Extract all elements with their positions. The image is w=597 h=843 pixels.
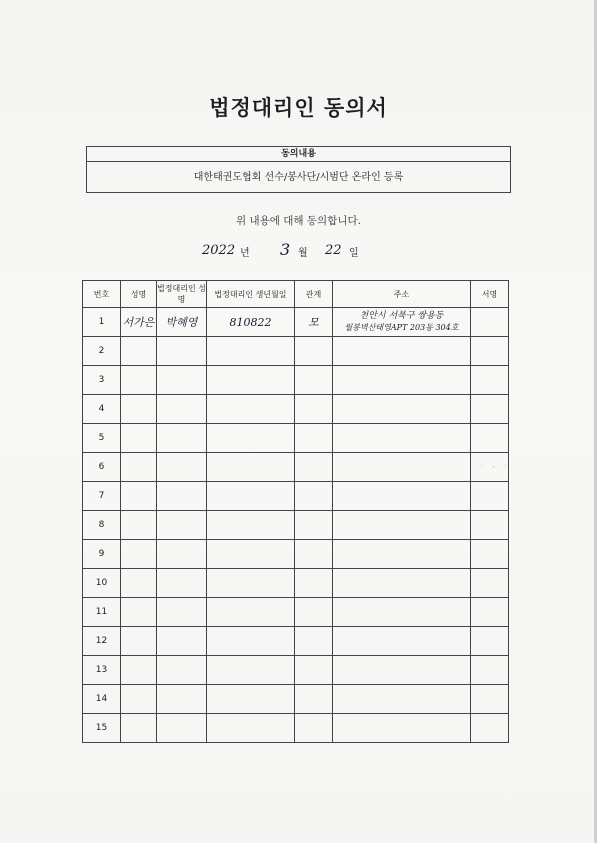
row-guardian-birth: [207, 569, 295, 598]
row-address: [333, 569, 471, 598]
row-name: [121, 511, 157, 540]
row-address: [333, 366, 471, 395]
row-guardian-birth: [207, 424, 295, 453]
date-day-label: 일: [349, 248, 359, 259]
row-name: 서가은: [121, 308, 157, 337]
row-address: [333, 656, 471, 685]
header-name: 성명: [121, 281, 157, 308]
row-signature: [471, 540, 509, 569]
row-name: [121, 656, 157, 685]
consent-content-box: [86, 146, 511, 193]
row-address: [333, 453, 471, 482]
row-guardian-name: [157, 569, 207, 598]
table-row: [83, 337, 509, 366]
row-guardian-birth: [207, 540, 295, 569]
table-row: [83, 366, 509, 395]
row-address: [333, 424, 471, 453]
row-guardian-name: [157, 337, 207, 366]
row-num: 5: [83, 424, 121, 453]
row-guardian-birth: [207, 366, 295, 395]
row-guardian-name: [157, 511, 207, 540]
row-address: [333, 511, 471, 540]
row-address-line2: 월봉벽산태영APT 203동 304호: [344, 323, 459, 332]
row-guardian-name: [157, 424, 207, 453]
table-row: [83, 424, 509, 453]
row-name: [121, 482, 157, 511]
row-relation: [295, 453, 333, 482]
row-guardian-name: 박혜영: [157, 308, 207, 337]
row-guardian-birth: [207, 714, 295, 743]
row-address: [333, 685, 471, 714]
table-row: [83, 453, 509, 482]
table-row: [83, 627, 509, 656]
date-month-label: 월: [298, 248, 308, 259]
row-name: [121, 685, 157, 714]
row-guardian-birth: 810822: [207, 308, 295, 337]
row-guardian-birth: [207, 395, 295, 424]
row-relation: [295, 366, 333, 395]
row-name: [121, 540, 157, 569]
row-signature: [471, 511, 509, 540]
row-num: 6: [83, 453, 121, 482]
date-day: 22: [325, 243, 342, 258]
row-guardian-name: [157, 656, 207, 685]
table-header-row: [83, 281, 509, 308]
row-signature: [471, 569, 509, 598]
row-relation: [295, 424, 333, 453]
table-row: [83, 598, 509, 627]
row-num: 15: [83, 714, 121, 743]
consent-content-heading: 동의내용: [87, 147, 510, 162]
document-title: 법정대리인 동의서: [209, 96, 388, 120]
row-relation: [295, 598, 333, 627]
table-row: [83, 395, 509, 424]
row-address: [333, 337, 471, 366]
agreement-statement: 위 내용에 대해 동의합니다.: [236, 215, 361, 227]
table-row: [83, 656, 509, 685]
header-address: 주소: [333, 281, 471, 308]
date-month: 3: [280, 240, 291, 259]
row-signature: [471, 714, 509, 743]
row-address: [333, 540, 471, 569]
row-relation: [295, 627, 333, 656]
row-relation: 모: [295, 308, 333, 337]
row-guardian-birth: [207, 598, 295, 627]
table-row: [83, 569, 509, 598]
row-name: [121, 714, 157, 743]
row-num: 9: [83, 540, 121, 569]
row-relation: [295, 656, 333, 685]
row-num: 8: [83, 511, 121, 540]
row-num: 2: [83, 337, 121, 366]
table-row: [83, 685, 509, 714]
row-relation: [295, 482, 333, 511]
row-guardian-name: [157, 395, 207, 424]
header-num: 번호: [83, 281, 121, 308]
row-address-line1: 천안시 서북구 쌍용동: [359, 311, 444, 321]
row-num: 1: [83, 308, 121, 337]
row-signature: [471, 598, 509, 627]
header-guardian-name: [157, 281, 207, 308]
row-num: 3: [83, 366, 121, 395]
row-guardian-name: [157, 714, 207, 743]
date-year-label: 년: [240, 248, 250, 259]
row-signature: [471, 308, 509, 337]
row-relation: [295, 540, 333, 569]
row-relation: [295, 714, 333, 743]
row-name: [121, 569, 157, 598]
row-num: 10: [83, 569, 121, 598]
row-guardian-birth: [207, 627, 295, 656]
header-signature: 서명: [471, 281, 509, 308]
row-relation: [295, 337, 333, 366]
header-guardian-name-text: 법정대리인 성명: [157, 284, 206, 304]
row-relation: [295, 395, 333, 424]
row-signature: [471, 656, 509, 685]
header-guardian-birth: [207, 281, 295, 308]
row-guardian-birth: [207, 685, 295, 714]
row-name: [121, 598, 157, 627]
row-num: 4: [83, 395, 121, 424]
date-year: 2022: [202, 243, 236, 258]
row-signature: [471, 627, 509, 656]
row-signature: [471, 366, 509, 395]
row-name: [121, 366, 157, 395]
row-num: 11: [83, 598, 121, 627]
row-relation: [295, 511, 333, 540]
row-signature: [471, 482, 509, 511]
row-guardian-name: [157, 453, 207, 482]
row-guardian-name: [157, 366, 207, 395]
table-row: [83, 714, 509, 743]
row-signature: [471, 395, 509, 424]
row-address: [333, 627, 471, 656]
row-num: 14: [83, 685, 121, 714]
row-name: [121, 627, 157, 656]
row-signature: [471, 685, 509, 714]
row-num: 13: [83, 656, 121, 685]
row-guardian-name: [157, 685, 207, 714]
table-row: [83, 540, 509, 569]
row-name: [121, 395, 157, 424]
row-guardian-birth: [207, 482, 295, 511]
row-guardian-birth: [207, 337, 295, 366]
row-num: 7: [83, 482, 121, 511]
table-row: [83, 482, 509, 511]
header-guardian-birth-text: 법정대리인 생년월일: [214, 289, 287, 299]
row-name: [121, 424, 157, 453]
row-guardian-birth: [207, 656, 295, 685]
signing-date: [0, 240, 597, 264]
row-signature: [471, 337, 509, 366]
scan-smudge: · ‑ ·: [480, 462, 510, 472]
row-relation: [295, 685, 333, 714]
row-address: [333, 714, 471, 743]
row-guardian-name: [157, 627, 207, 656]
row-address: [333, 598, 471, 627]
row-relation: [295, 569, 333, 598]
registration-table: [82, 280, 509, 743]
row-address: [333, 482, 471, 511]
header-relation: 관계: [295, 281, 333, 308]
row-signature: [471, 424, 509, 453]
row-guardian-name: [157, 598, 207, 627]
row-guardian-name: [157, 540, 207, 569]
row-address: [333, 395, 471, 424]
row-guardian-birth: [207, 453, 295, 482]
consent-content-body: 대한태권도협회 선수/봉사단/시범단 온라인 등록: [193, 172, 404, 183]
row-guardian-birth: [207, 511, 295, 540]
table-row: [83, 511, 509, 540]
row-guardian-name: [157, 482, 207, 511]
row-num: 12: [83, 627, 121, 656]
row-name: [121, 453, 157, 482]
row-address: [333, 308, 471, 337]
row-name: [121, 337, 157, 366]
table-row: [83, 308, 509, 337]
